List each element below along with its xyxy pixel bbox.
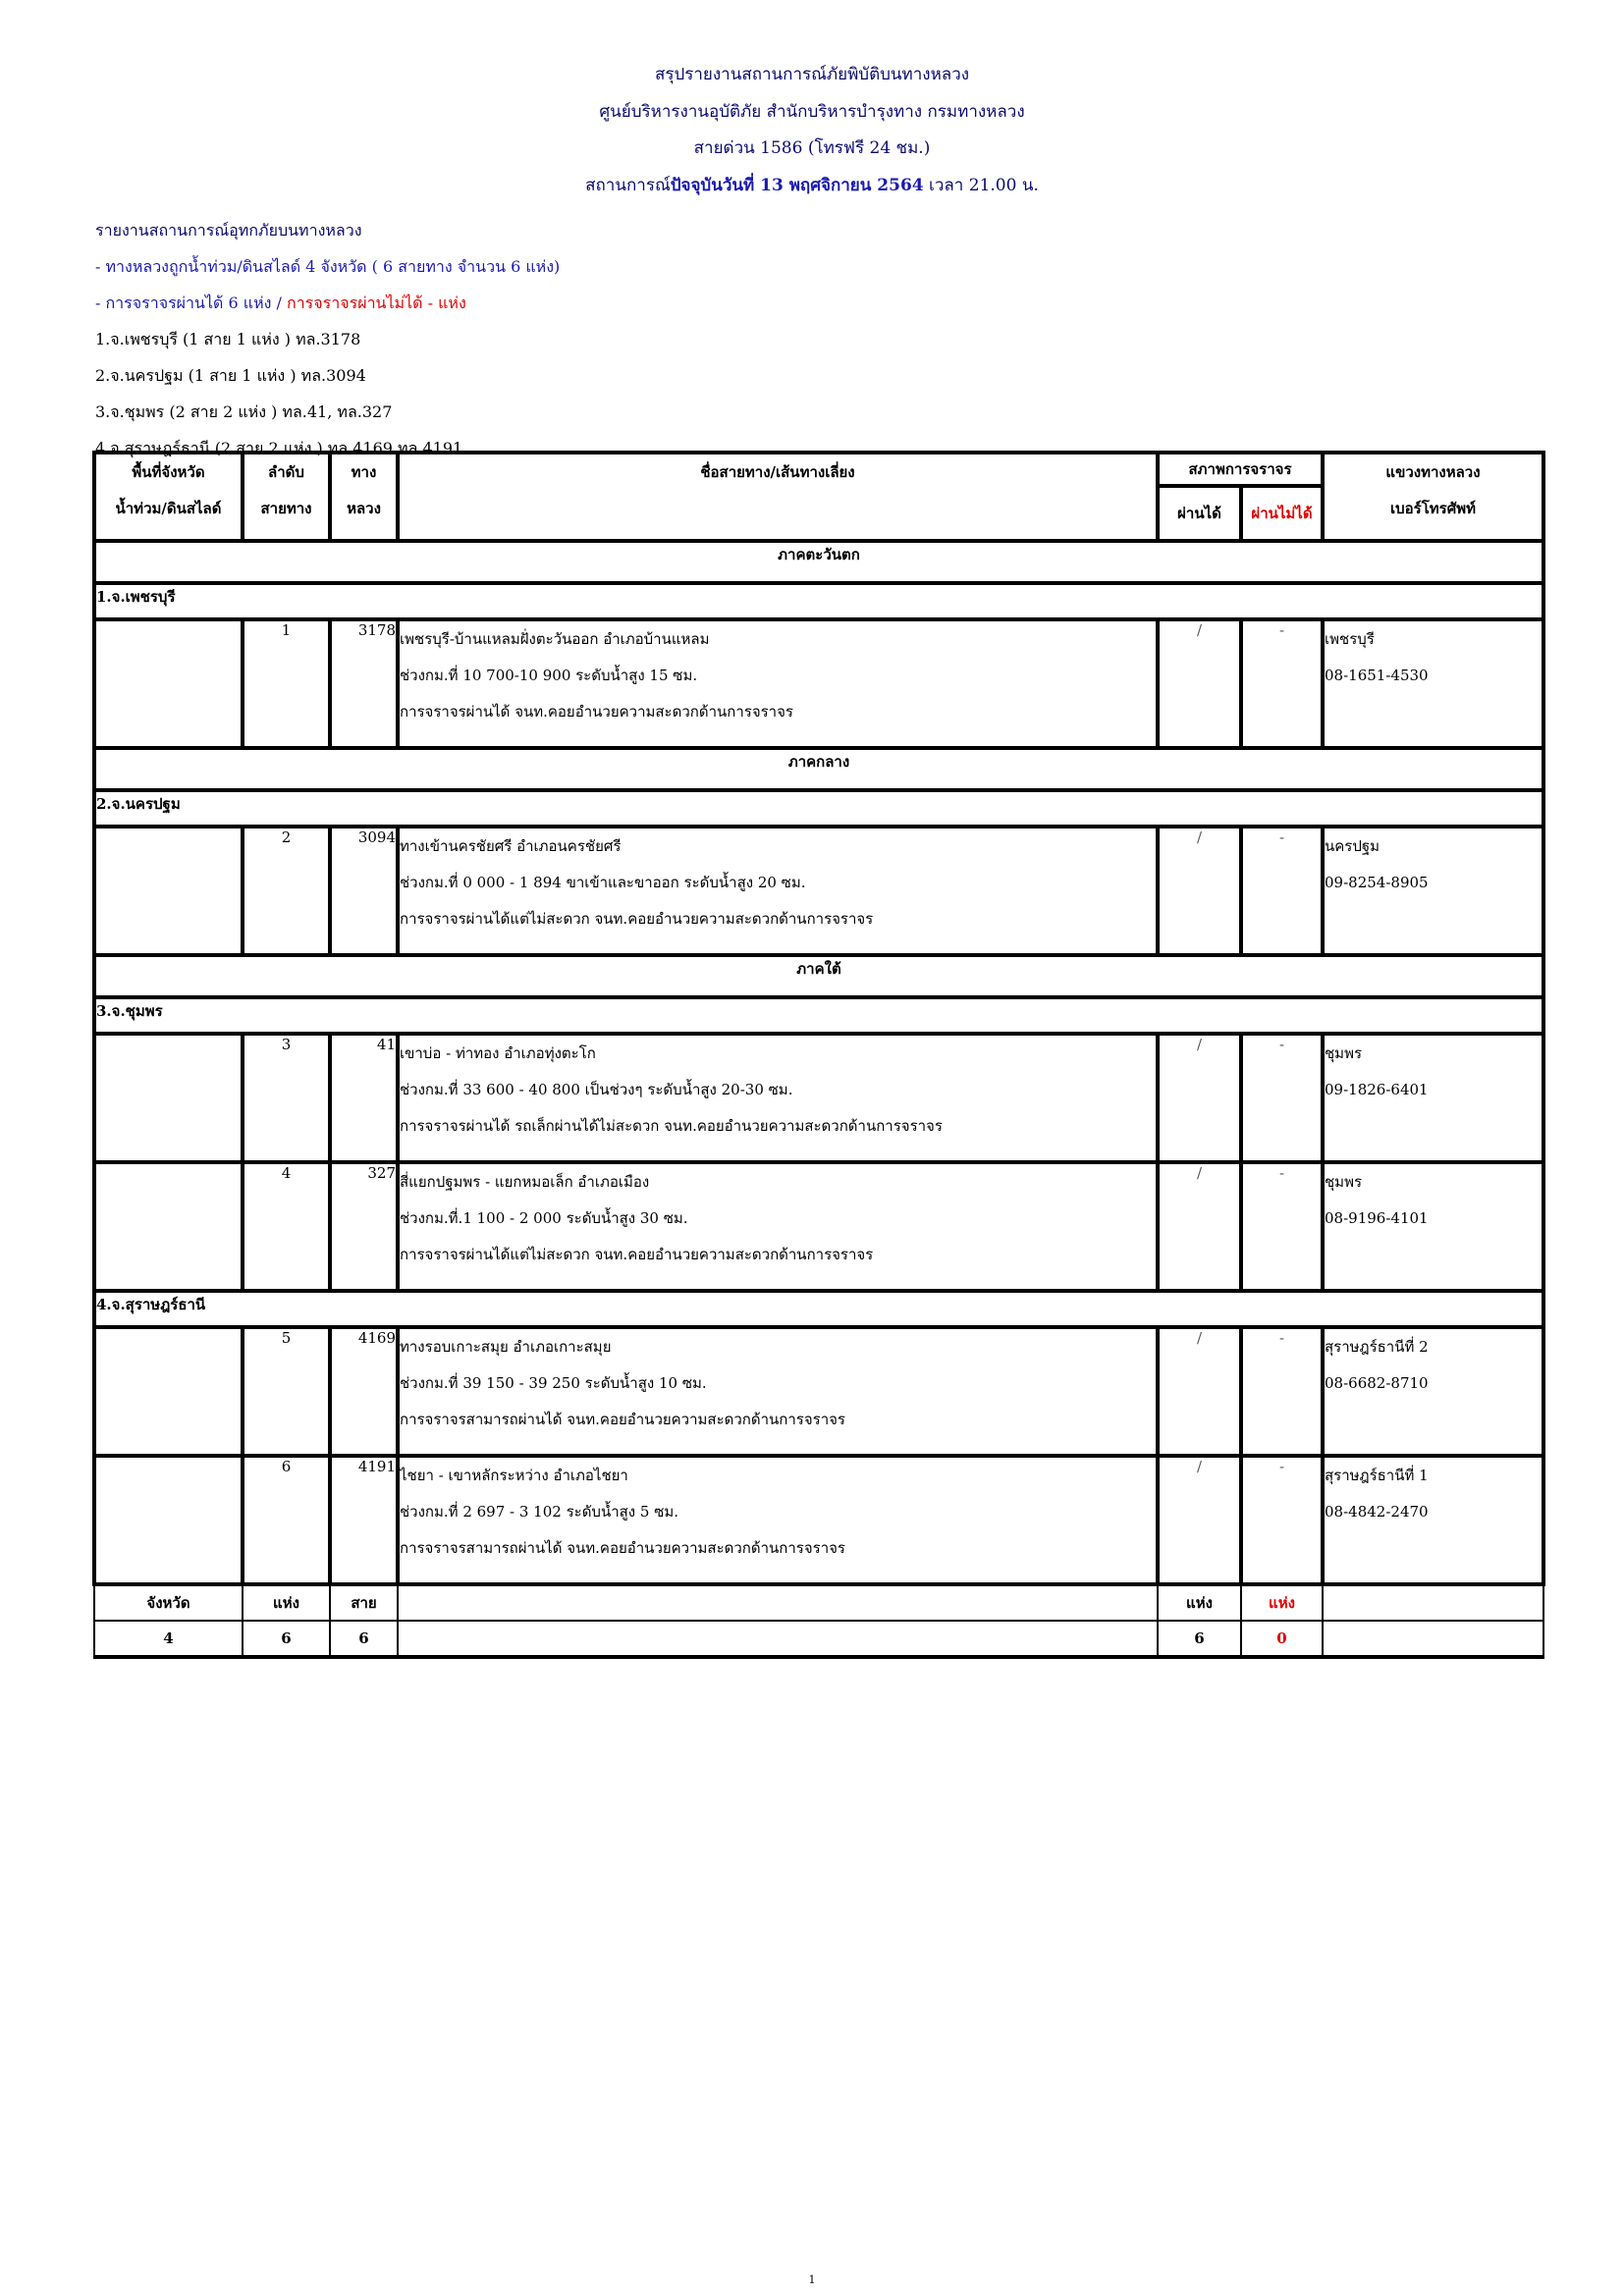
impassable-cell: - bbox=[1241, 827, 1323, 955]
highway-cell: 4169 bbox=[330, 1327, 398, 1456]
district-phone: 08-9196-4101 bbox=[1325, 1209, 1429, 1227]
route-segment: ช่วงกม.ที่.1 100 - 2 000 ระดับน้ำสูง 30 ซม. bbox=[400, 1209, 688, 1227]
impassable-cell: - bbox=[1241, 619, 1323, 748]
highway-cell: 4191 bbox=[330, 1456, 398, 1584]
status-datetime bbox=[0, 168, 1624, 205]
district-cell bbox=[1323, 1162, 1543, 1291]
highway-cell: 41 bbox=[330, 1034, 398, 1162]
col-order bbox=[243, 453, 330, 541]
col-impassable: ผ่านไม่ได้ bbox=[1241, 486, 1323, 541]
district-phone: 09-1826-6401 bbox=[1325, 1081, 1429, 1098]
route-segment: ช่วงกม.ที่ 10 700-10 900 ระดับน้ำสูง 15 ซม. bbox=[400, 667, 698, 684]
district-cell bbox=[1323, 827, 1543, 955]
intro-section bbox=[95, 212, 560, 466]
table-row bbox=[94, 619, 1543, 748]
status-prefix: สถานการณ์ bbox=[585, 175, 671, 195]
flood-summary: - ทางหลวงถูกน้ำท่วม/ดินสไลด์ 4 จังหวัด ( 6 สายทาง จำนวน 6 แห่ง) bbox=[95, 257, 561, 276]
status-date: ปัจจุบันวันที่ 13 พฤศจิกายน 2564 bbox=[670, 175, 924, 195]
report-title: สรุปรายงานสถานการณ์ภัยพิบัติบนทางหลวง bbox=[654, 65, 970, 84]
province-summary-item: 1.จ.เพชรบุรี (1 สาย 1 แห่ง ) ทล.3178 bbox=[95, 330, 361, 348]
col-route-name: ชื่อสายทาง/เส้นทางเลี่ยง bbox=[398, 453, 1158, 541]
route-name: เพชรบุรี-บ้านแหลมฝั่งตะวันออก อำเภอบ้านแหลม bbox=[400, 630, 710, 648]
route-note: การจราจรผ่านได้แต่ไม่สะดวก จนท.คอยอำนวยความสะดวกด้านการจราจร bbox=[400, 1246, 874, 1263]
table-header-row bbox=[94, 453, 1543, 486]
table-row bbox=[94, 827, 1543, 955]
area-cell bbox=[94, 619, 243, 748]
district-cell bbox=[1323, 1327, 1543, 1456]
passable-cell: / bbox=[1158, 619, 1241, 748]
table-row bbox=[94, 1456, 1543, 1584]
route-segment: ช่วงกม.ที่ 39 150 - 39 250 ระดับน้ำสูง 10 ซม. bbox=[400, 1374, 707, 1392]
highway-cell: 3094 bbox=[330, 827, 398, 955]
impassable-cell: - bbox=[1241, 1034, 1323, 1162]
summary-value-impassable: 0 bbox=[1241, 1621, 1323, 1657]
area-cell bbox=[94, 1162, 243, 1291]
route-cell bbox=[398, 1456, 1158, 1584]
district-name: ชุมพร bbox=[1325, 1044, 1363, 1062]
order-cell: 1 bbox=[243, 619, 330, 748]
route-name: ไชยา - เขาหลักระหว่าง อำเภอไชยา bbox=[400, 1467, 628, 1484]
impassable-summary: การจราจรผ่านไม่ได้ - แห่ง bbox=[287, 294, 466, 312]
order-cell: 3 bbox=[243, 1034, 330, 1162]
route-note: การจราจรสามารถผ่านได้ จนท.คอยอำนวยความสะดวกด้านการจราจร bbox=[400, 1539, 845, 1557]
passable-cell: / bbox=[1158, 1162, 1241, 1291]
province-summary-item: 4.จ.สุราษฎร์ธานี (2 สาย 2 แห่ง ) ทล.4169 ทล.4191 bbox=[95, 439, 463, 457]
province-row: 3.จ.ชุมพร bbox=[94, 997, 1543, 1034]
col-highway bbox=[330, 453, 398, 541]
region-row: ภาคใต้ bbox=[94, 955, 1543, 997]
passable-cell: / bbox=[1158, 1034, 1241, 1162]
route-name: ทางเข้านครชัยศรี อำเภอนครชัยศรี bbox=[400, 837, 622, 855]
passable-cell: / bbox=[1158, 827, 1241, 955]
route-cell bbox=[398, 1034, 1158, 1162]
summary-empty bbox=[1323, 1584, 1543, 1621]
passable-summary: - การจราจรผ่านได้ 6 แห่ง / bbox=[95, 294, 287, 312]
district-cell bbox=[1323, 1456, 1543, 1584]
district-name: เพชรบุรี bbox=[1325, 630, 1375, 648]
route-segment: ช่วงกม.ที่ 0 000 - 1 894 ขาเข้าและขาออก ระดับน้ำสูง 20 ซม. bbox=[400, 874, 806, 891]
district-cell bbox=[1323, 1034, 1543, 1162]
hotline-info: สายด่วน 1586 (โทรฟรี 24 ชม.) bbox=[693, 138, 931, 158]
route-cell bbox=[398, 619, 1158, 748]
province-row: 1.จ.เพชรบุรี bbox=[94, 583, 1543, 619]
summary-label-impassable: แห่ง bbox=[1241, 1584, 1323, 1621]
col-highway-line1: ทาง bbox=[351, 463, 377, 481]
region-row: ภาคตะวันตก bbox=[94, 541, 1543, 583]
col-area-line1: พื้นที่จังหวัด bbox=[132, 463, 205, 481]
area-cell bbox=[94, 1034, 243, 1162]
col-district-line2: เบอร์โทรศัพท์ bbox=[1389, 500, 1476, 517]
route-name: เขาบ่อ - ท่าทอง อำเภอทุ่งตะโก bbox=[400, 1044, 596, 1062]
passable-cell: / bbox=[1158, 1456, 1241, 1584]
route-note: การจราจรผ่านได้ รถเล็กผ่านได้ไม่สะดวก จนท.คอยอำนวยความสะดวกด้านการจราจร bbox=[400, 1117, 943, 1135]
route-name: สี่แยกปฐมพร - แยกหมอเล็ก อำเภอเมือง bbox=[400, 1173, 650, 1191]
organization-name: ศูนย์บริหารงานอุบัติภัย สำนักบริหารบำรุงทาง กรมทางหลวง bbox=[599, 101, 1025, 122]
route-cell bbox=[398, 827, 1158, 955]
summary-label-routes: สาย bbox=[330, 1584, 398, 1621]
route-cell bbox=[398, 1327, 1158, 1456]
summary-value-provinces: 4 bbox=[94, 1621, 243, 1657]
intro-heading: รายงานสถานการณ์อุทกภัยบนทางหลวง bbox=[95, 221, 362, 240]
highway-cell: 327 bbox=[330, 1162, 398, 1291]
summary-label-locations: แห่ง bbox=[243, 1584, 330, 1621]
district-phone: 08-6682-8710 bbox=[1325, 1374, 1429, 1392]
col-area bbox=[94, 453, 243, 541]
district-name: ชุมพร bbox=[1325, 1173, 1363, 1191]
summary-value-passable: 6 bbox=[1158, 1621, 1241, 1657]
impassable-cell: - bbox=[1241, 1162, 1323, 1291]
summary-value-row bbox=[94, 1621, 1543, 1657]
area-cell bbox=[94, 1327, 243, 1456]
col-order-line2: สายทาง bbox=[260, 500, 312, 517]
district-cell bbox=[1323, 619, 1543, 748]
province-summary-item: 3.จ.ชุมพร (2 สาย 2 แห่ง ) ทล.41, ทล.327 bbox=[95, 402, 393, 421]
col-passable: ผ่านได้ bbox=[1158, 486, 1241, 541]
route-name: ทางรอบเกาะสมุย อำเภอเกาะสมุย bbox=[400, 1338, 612, 1356]
route-note: การจราจรสามารถผ่านได้ จนท.คอยอำนวยความสะดวกด้านการจราจร bbox=[400, 1411, 845, 1428]
order-cell: 5 bbox=[243, 1327, 330, 1456]
route-segment: ช่วงกม.ที่ 2 697 - 3 102 ระดับน้ำสูง 5 ซม. bbox=[400, 1503, 679, 1521]
summary-value-routes: 6 bbox=[330, 1621, 398, 1657]
summary-label-passable: แห่ง bbox=[1158, 1584, 1241, 1621]
table-row bbox=[94, 1034, 1543, 1162]
summary-empty bbox=[398, 1584, 1158, 1621]
table-row bbox=[94, 1327, 1543, 1456]
table-row bbox=[94, 1162, 1543, 1291]
order-cell: 2 bbox=[243, 827, 330, 955]
area-cell bbox=[94, 1456, 243, 1584]
summary-label-row bbox=[94, 1584, 1543, 1621]
province-row: 2.จ.นครปฐม bbox=[94, 790, 1543, 827]
district-name: สุราษฎร์ธานีที่ 1 bbox=[1325, 1467, 1429, 1484]
district-phone: 08-4842-2470 bbox=[1325, 1503, 1429, 1521]
impassable-cell: - bbox=[1241, 1327, 1323, 1456]
traffic-summary bbox=[95, 285, 560, 321]
province-row: 4.จ.สุราษฎร์ธานี bbox=[94, 1291, 1543, 1327]
summary-empty bbox=[398, 1621, 1158, 1657]
summary-empty bbox=[1323, 1621, 1543, 1657]
route-note: การจราจรผ่านได้ จนท.คอยอำนวยความสะดวกด้านการจราจร bbox=[400, 703, 793, 721]
col-district bbox=[1323, 453, 1543, 541]
col-area-line2: น้ำท่วม/ดินสไลด์ bbox=[115, 500, 222, 517]
col-traffic-status: สภาพการจราจร bbox=[1158, 453, 1323, 486]
summary-value-locations: 6 bbox=[243, 1621, 330, 1657]
col-order-line1: ลำดับ bbox=[268, 463, 304, 481]
status-time: เวลา 21.00 น. bbox=[923, 175, 1039, 195]
route-segment: ช่วงกม.ที่ 33 600 - 40 800 เป็นช่วงๆ ระดับน้ำสูง 20-30 ซม. bbox=[400, 1081, 793, 1098]
district-phone: 09-8254-8905 bbox=[1325, 874, 1429, 891]
route-note: การจราจรผ่านได้แต่ไม่สะดวก จนท.คอยอำนวยความสะดวกด้านการจราจร bbox=[400, 910, 874, 928]
province-summary-item: 2.จ.นครปฐม (1 สาย 1 แห่ง ) ทล.3094 bbox=[95, 366, 366, 385]
flood-report-table bbox=[92, 451, 1545, 1659]
col-highway-line2: หลวง bbox=[347, 500, 381, 517]
order-cell: 4 bbox=[243, 1162, 330, 1291]
region-row: ภาคกลาง bbox=[94, 748, 1543, 790]
summary-label-provinces: จังหวัด bbox=[94, 1584, 243, 1621]
page-number: 1 bbox=[808, 2273, 816, 2286]
district-phone: 08-1651-4530 bbox=[1325, 667, 1429, 684]
route-cell bbox=[398, 1162, 1158, 1291]
passable-cell: / bbox=[1158, 1327, 1241, 1456]
area-cell bbox=[94, 827, 243, 955]
district-name: นครปฐม bbox=[1325, 837, 1380, 855]
impassable-cell: - bbox=[1241, 1456, 1323, 1584]
report-header bbox=[0, 57, 1624, 204]
col-district-line1: แขวงทางหลวง bbox=[1385, 463, 1481, 481]
district-name: สุราษฎร์ธานีที่ 2 bbox=[1325, 1338, 1429, 1356]
highway-cell: 3178 bbox=[330, 619, 398, 748]
order-cell: 6 bbox=[243, 1456, 330, 1584]
